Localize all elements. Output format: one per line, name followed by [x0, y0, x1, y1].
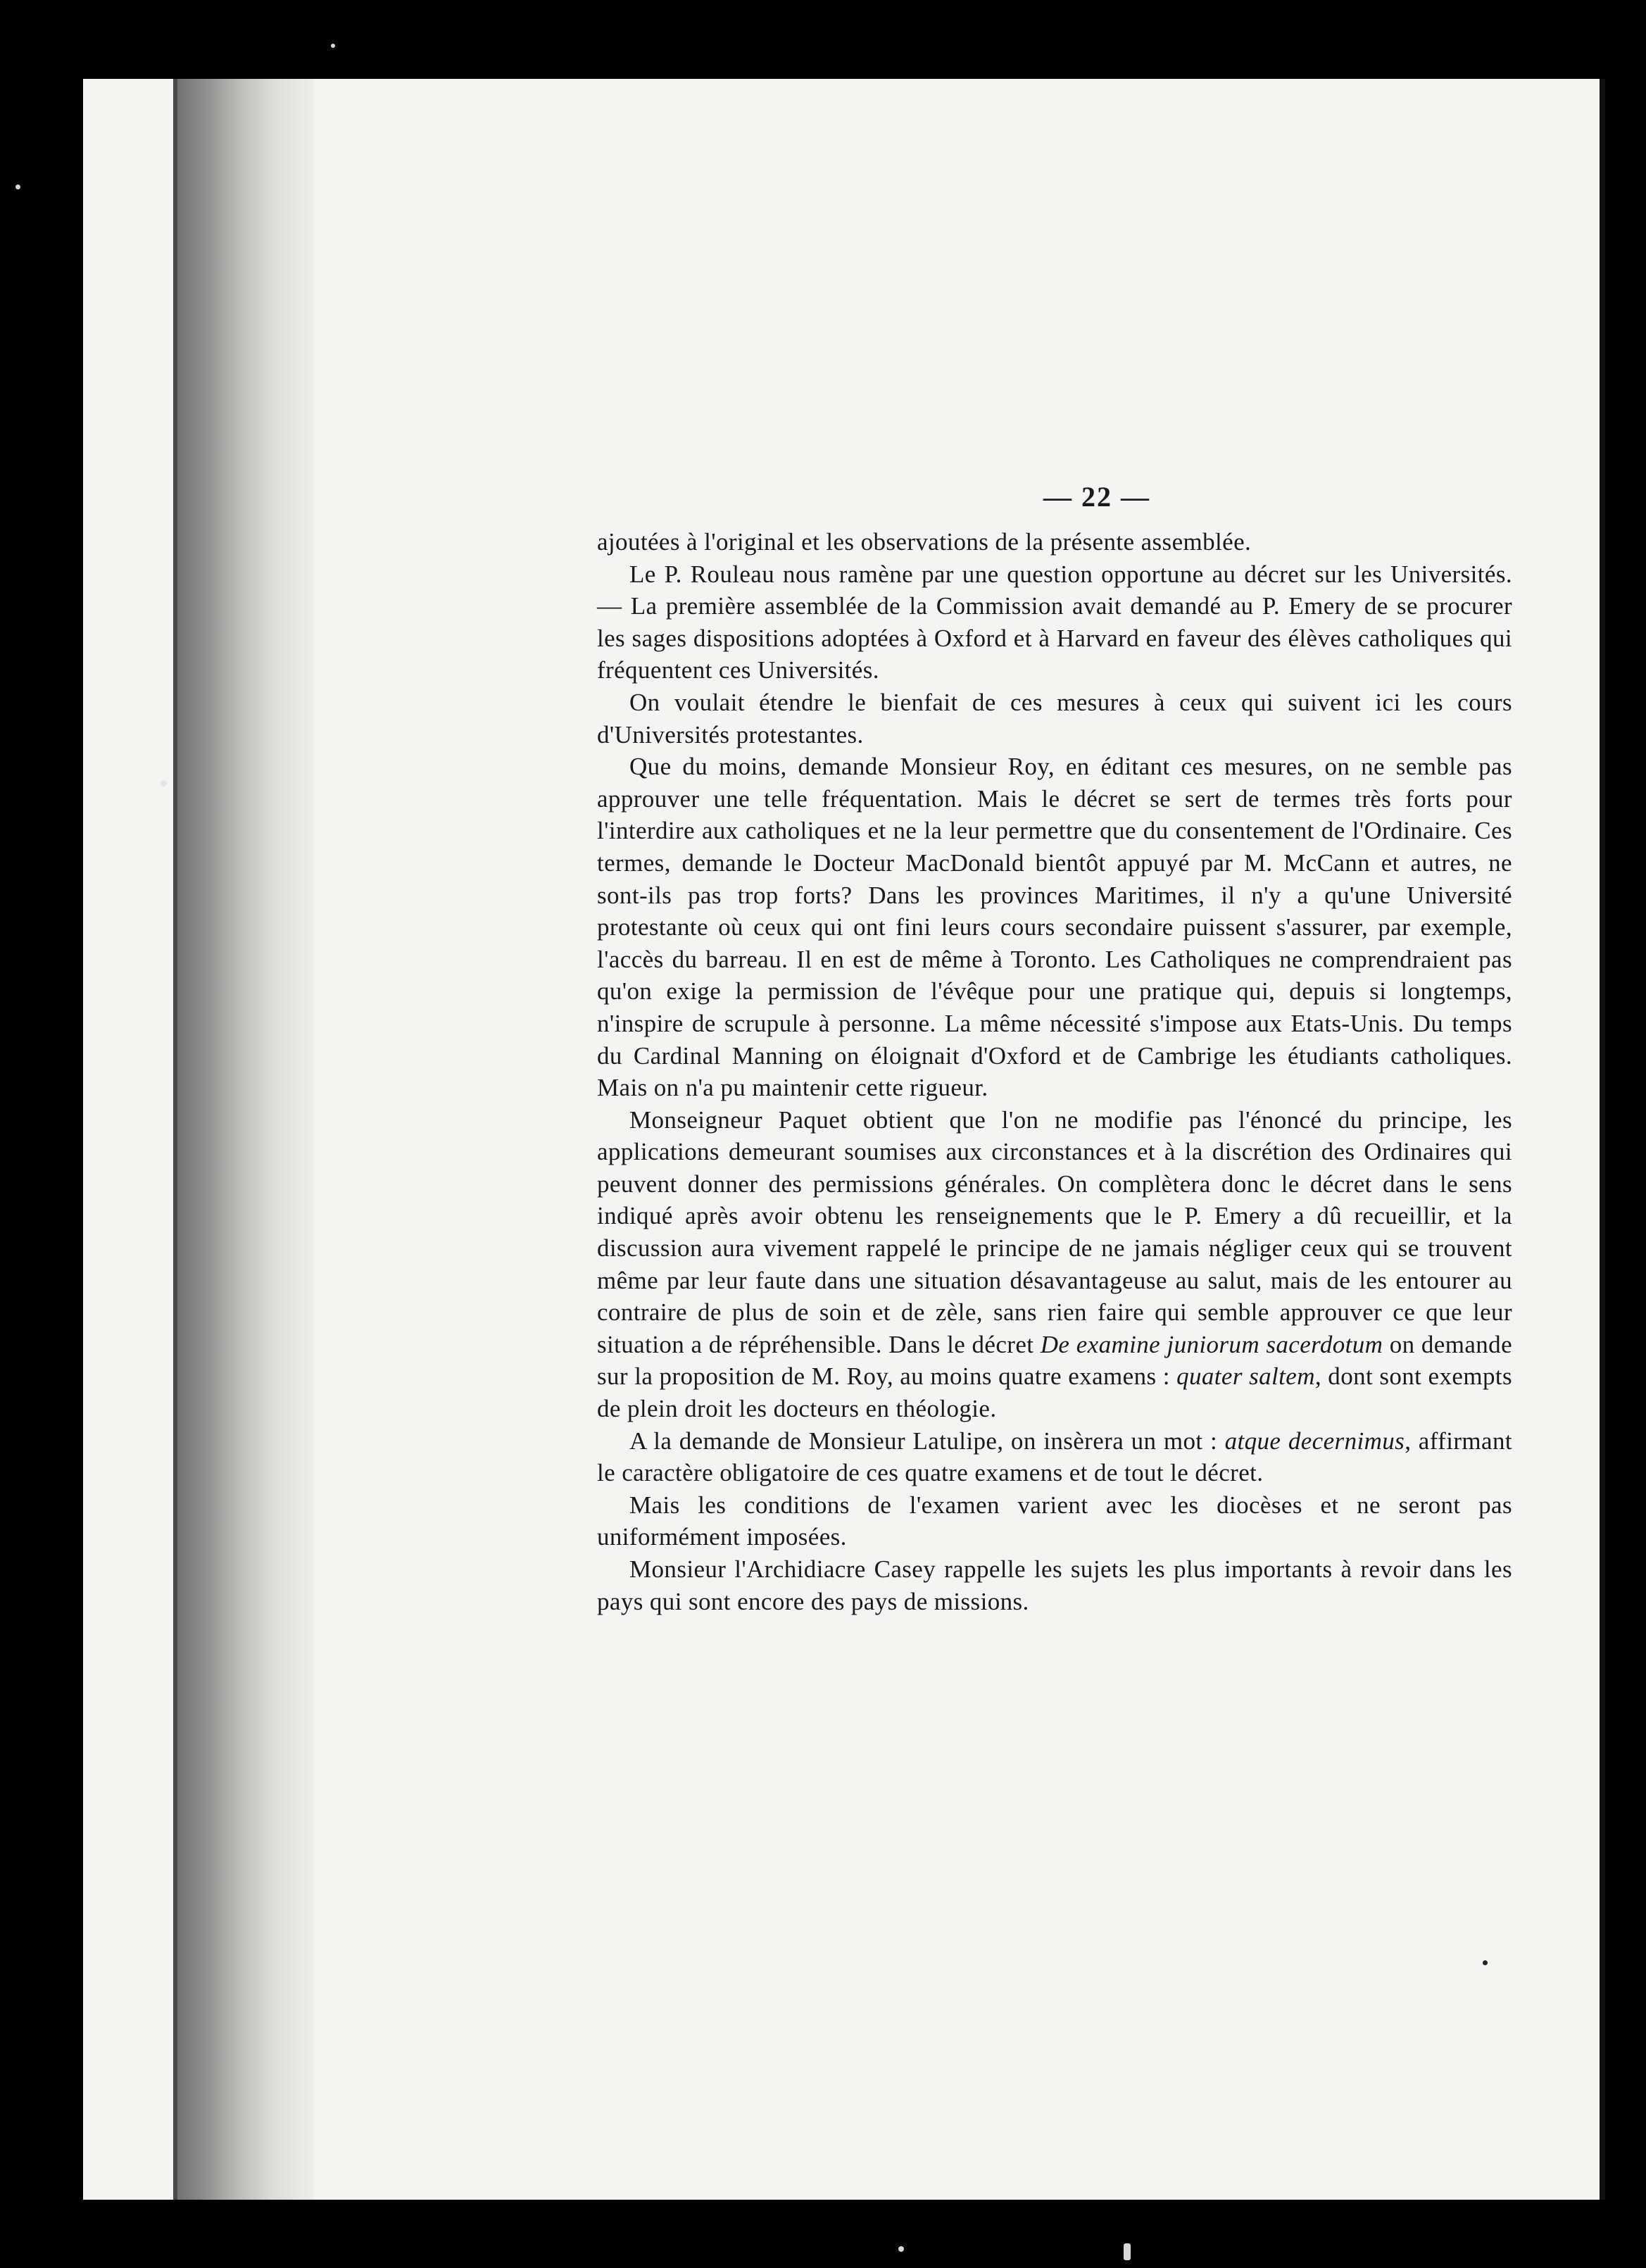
paragraph	[597, 558, 1512, 687]
page-edge	[173, 79, 177, 2200]
paragraph	[597, 1489, 1512, 1553]
document-page	[83, 79, 1605, 2200]
paragraph	[597, 1553, 1512, 1617]
text-run: Que du moins, demande Monsieur Roy, en éditant ces mesures, on ne semble pas approuver une telle fréquentation. Mais le décret se sert de termes très forts pour l'interdire aux catholiques et ne la leur permettre que du consentement de l'Ordinaire. Ces termes, demande le Docteur MacDonald bientôt appuyé par M. McCann et autres, ne sont-ils pas trop forts? Dans les provinces Maritimes, il n'y a qu'une Université protestante où ceux qui ont fini leurs cours secondaire puissent s'assurer, par exemple, l'accès du barreau. Il en est de même à Toronto. Les Catholiques ne comprendraient pas qu'on exige la permission de l'évêque pour une pratique qui, depuis si longtemps, n'inspire de scrupule à personne. La même nécessité s'impose aux Etats-Unis. Du temps du Cardinal Manning on éloignait d'Oxford et de Cambrige les étudiants catholiques. Mais on n'a pu maintenir cette rigueur.	[597, 753, 1512, 1102]
text-run: A la demande de Monsieur Latulipe, on insèrera un mot :	[629, 1427, 1225, 1455]
paragraph-continuation	[597, 526, 1512, 558]
italic-latin-phrase: atque decernimus	[1224, 1427, 1405, 1455]
page-right-border	[1600, 79, 1605, 2200]
scan-speck	[15, 184, 20, 189]
italic-latin-phrase: De examine juniorum sacerdotum	[1040, 1330, 1383, 1358]
scan-speck	[898, 2246, 904, 2252]
paragraph	[597, 687, 1512, 751]
text-run: On voulait étendre le bienfait de ces mesures à ceux qui suivent ici les cours d'Universités protestantes.	[597, 688, 1512, 748]
paragraph	[597, 751, 1512, 1104]
body-text	[597, 480, 1512, 1617]
text-run: ajoutées à l'original et les observations de la présente assemblée.	[597, 528, 1252, 556]
paragraph	[597, 1104, 1512, 1425]
text-run: Monsieur l'Archidiacre Casey rappelle les sujets les plus importants à revoir dans les pays qui sont encore des pays de missions.	[597, 1555, 1512, 1615]
text-run: Mais les conditions de l'examen varient avec les diocèses et ne seront pas uniformément imposées.	[597, 1491, 1512, 1551]
scan-speck	[161, 780, 167, 787]
text-run: on demande sur la proposition de M. Roy, au moins quatre examens :	[597, 1330, 1513, 1391]
paragraph	[597, 1425, 1512, 1489]
binding-gutter	[173, 79, 314, 2200]
text-run: , affirmant le caractère obligatoire de ces quatre examens et de tout le décret.	[597, 1427, 1512, 1487]
scan-speck	[331, 44, 335, 48]
text-run: Le P. Rouleau nous ramène par une question opportune au décret sur les Universités. — La première assemblée de la Commission avait demandé au P. Emery de se procurer les sages dispositions adoptées à Oxford et à Harvard en faveur des élèves catholiques qui fréquentent ces Universités.	[597, 560, 1512, 684]
paragraph-list	[597, 526, 1512, 1617]
scan-speck	[1124, 2243, 1131, 2260]
scan-speck	[1483, 1960, 1488, 1965]
italic-latin-phrase: quater saltem	[1176, 1362, 1315, 1391]
page-number: — 22 —	[1043, 481, 1150, 513]
text-run: Monseigneur Paquet obtient que l'on ne modifie pas l'énoncé du principe, les applications demeurant soumises aux circonstances et à la discrétion des Ordinaires qui peuvent donner des permissions générales. On complètera donc le décret dans le sens indiqué après avoir obtenu les renseignements que le P. Emery a dû recueillir, et la discussion aura vivement rappelé le principe de ne jamais négliger ceux qui se trouvent même par leur faute dans une situation désavantageuse au salut, mais de les entourer au contraire de plus de soin et de zèle, sans rien faire qui semble approuver ce que leur situation a de répréhensible. Dans le décret	[597, 1105, 1512, 1358]
text-run: , dont sont exempts de plein droit les docteurs en théologie.	[597, 1362, 1512, 1423]
